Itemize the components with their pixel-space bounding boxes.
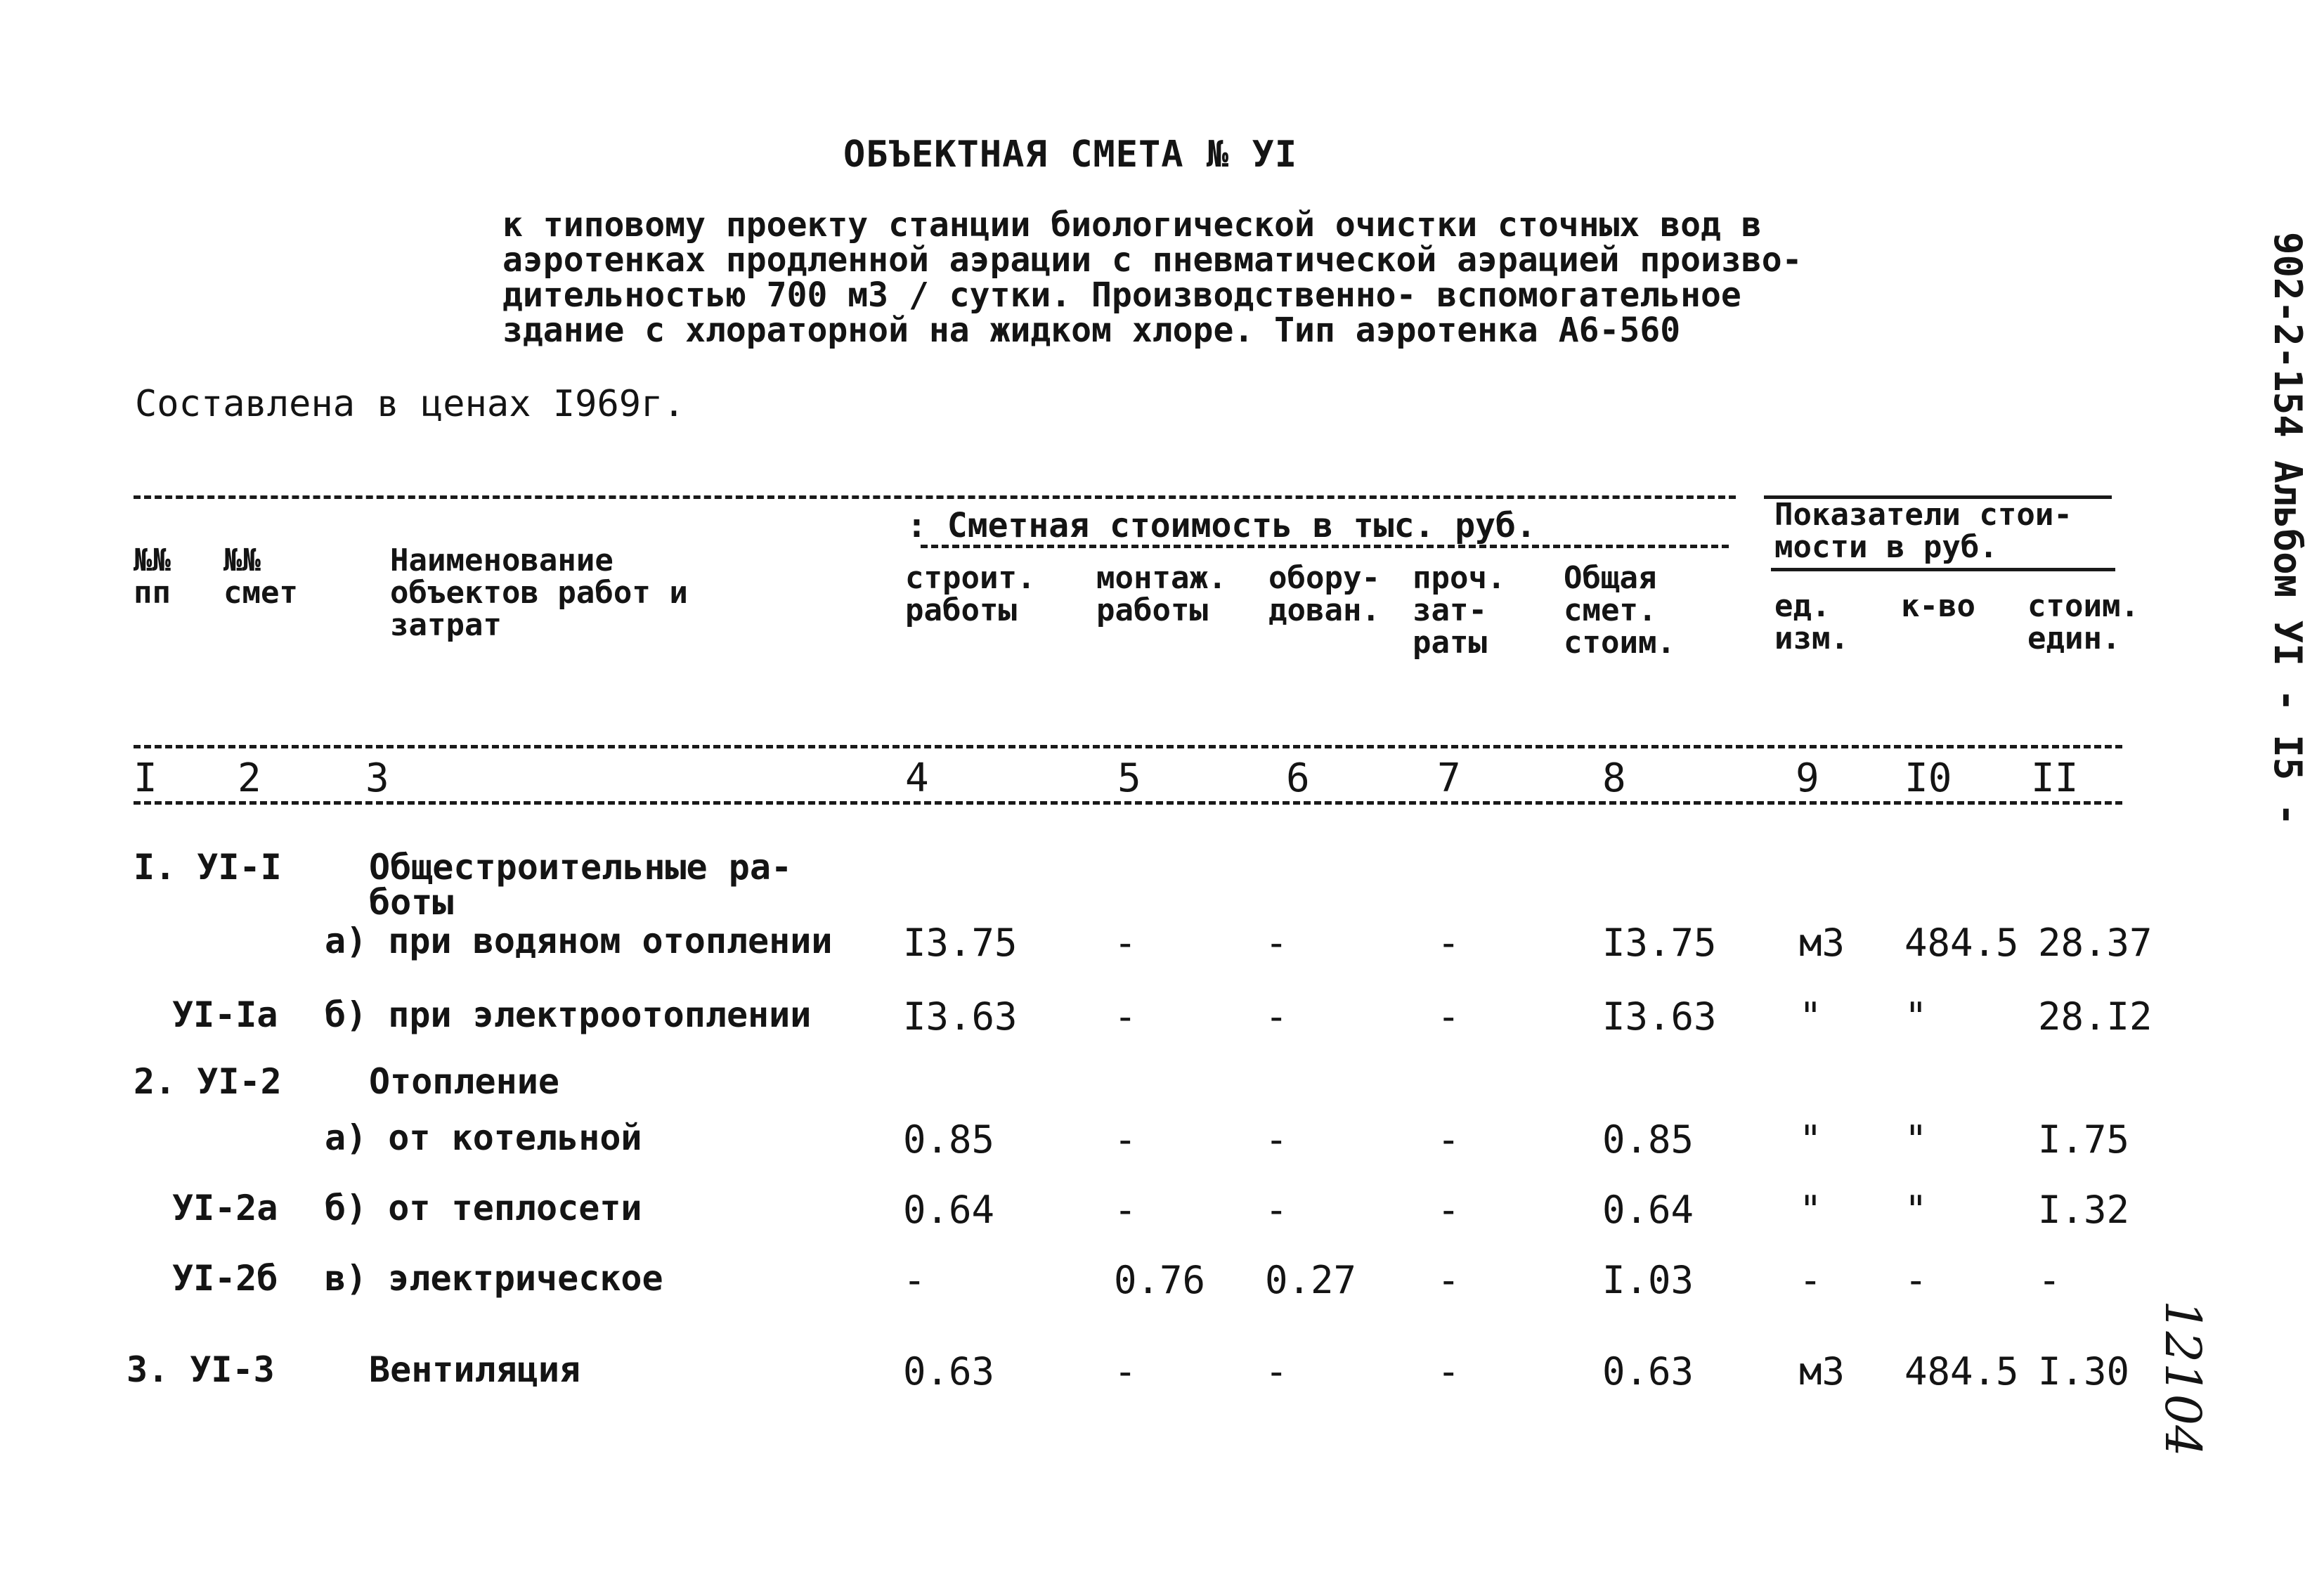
- row-c8: I3.63: [1602, 994, 1717, 1039]
- row-number: 3. УI-3: [126, 1349, 275, 1390]
- row-c6: -: [1265, 1349, 1288, 1394]
- row-c4: -: [903, 1258, 926, 1302]
- header-col5: монтаж. работы: [1096, 560, 1227, 628]
- colnum-11: II: [2031, 755, 2079, 801]
- handwritten-number: 12104: [2154, 1300, 2212, 1457]
- row-c4: I3.75: [903, 921, 1018, 965]
- row-c11: 28.37: [2038, 921, 2153, 965]
- row-c10: ": [1904, 994, 1928, 1039]
- row-c11: I.75: [2038, 1117, 2130, 1162]
- header-bottom-rule: [134, 745, 2122, 748]
- row-c6: 0.27: [1265, 1258, 1357, 1302]
- row-c4: 0.85: [903, 1117, 995, 1162]
- row-number: УI-2б: [172, 1258, 278, 1299]
- row-c8: 0.63: [1602, 1349, 1694, 1394]
- colnum-6: 6: [1286, 755, 1310, 801]
- row-name: б) при электроотоплении: [325, 994, 812, 1035]
- row-c11: 28.I2: [2038, 994, 2153, 1039]
- row-c10: ": [1904, 1188, 1928, 1232]
- row-c9: м3: [1799, 921, 1845, 965]
- colnum-8: 8: [1602, 755, 1626, 801]
- document-subtitle: [502, 207, 1803, 348]
- header-top-rule: [134, 495, 1736, 499]
- colnum-2: 2: [238, 755, 261, 801]
- row-c6: -: [1265, 1117, 1288, 1162]
- row-c10: 484.5: [1904, 1349, 2019, 1394]
- row-number: I. УI-I: [134, 847, 282, 888]
- row-c10: 484.5: [1904, 921, 2019, 965]
- colnum-4: 4: [905, 755, 929, 801]
- row-c4: 0.63: [903, 1349, 995, 1394]
- prices-note: Составлена в ценах I969г.: [135, 383, 685, 425]
- row-c7: -: [1437, 1258, 1460, 1302]
- side-album-label: 902-2-154 Альбом УI - I5 -: [2266, 232, 2310, 826]
- header-col7: проч. зат- раты: [1413, 560, 1506, 661]
- row-c4: I3.63: [903, 994, 1018, 1039]
- cost-group-underline: [921, 545, 1729, 548]
- row-c6: -: [1265, 921, 1288, 965]
- row-c7: -: [1437, 1188, 1460, 1232]
- header-col1: №№ пп: [134, 543, 171, 611]
- colnum-3: 3: [365, 755, 389, 801]
- header-col9: ед. изм.: [1774, 588, 1849, 656]
- row-c8: 0.64: [1602, 1188, 1694, 1232]
- row-name: в) электрическое: [325, 1258, 663, 1299]
- row-c9: ": [1799, 1117, 1822, 1162]
- row-c9: м3: [1799, 1349, 1845, 1394]
- subtitle-line: аэротенках продленной аэрации с пневматической аэрацией произво-: [502, 240, 1803, 280]
- row-c6: -: [1265, 994, 1288, 1039]
- row-name: боты: [369, 882, 454, 923]
- row-name: б) от теплосети: [325, 1188, 642, 1228]
- row-c5: -: [1114, 1117, 1137, 1162]
- header-indicators-group: Показатели стои- мости в руб.: [1774, 497, 2072, 565]
- row-number: 2. УI-2: [134, 1061, 282, 1102]
- row-c6: -: [1265, 1188, 1288, 1232]
- row-name: Общестроительные ра-: [369, 847, 793, 888]
- row-c11: I.30: [2038, 1349, 2130, 1394]
- row-c8: I.03: [1602, 1258, 1694, 1302]
- row-c5: -: [1114, 1349, 1137, 1394]
- colnum-5: 5: [1117, 755, 1141, 801]
- row-c8: I3.75: [1602, 921, 1717, 965]
- subtitle-line: к типовому проекту станции биологической очистки сточных вод в: [502, 205, 1762, 245]
- row-c9: ": [1799, 1188, 1822, 1232]
- header-cost-group: : Сметная стоимость в тыс. руб.: [907, 506, 1536, 545]
- row-name: Вентиляция: [369, 1349, 581, 1390]
- header-col6: обору- дован.: [1268, 560, 1380, 628]
- document-title: ОБЪЕКТНАЯ СМЕТА № УI: [843, 134, 1298, 176]
- row-name: Отопление: [369, 1061, 559, 1102]
- row-number: УI-Iа: [172, 994, 278, 1035]
- row-c5: 0.76: [1114, 1258, 1206, 1302]
- colnum-underline: [134, 801, 2122, 805]
- row-c11: -: [2038, 1258, 2061, 1302]
- colnum-10: I0: [1904, 755, 1952, 801]
- header-col4: строит. работы: [905, 560, 1036, 628]
- row-c5: -: [1114, 994, 1137, 1039]
- row-c10: ": [1904, 1117, 1928, 1162]
- header-col11: стоим. един.: [2027, 588, 2139, 656]
- colnum-7: 7: [1437, 755, 1461, 801]
- row-name: а) при водяном отоплении: [325, 921, 833, 961]
- header-col3: Наименование объектов работ и затрат: [390, 543, 688, 643]
- row-c8: 0.85: [1602, 1117, 1694, 1162]
- colnum-9: 9: [1796, 755, 1819, 801]
- header-col10: к-во: [1901, 588, 1975, 624]
- row-name: а) от котельной: [325, 1117, 642, 1158]
- header-col2: №№ смет: [223, 543, 298, 611]
- header-col8: Общая смет. стоим.: [1564, 560, 1675, 661]
- row-c11: I.32: [2038, 1188, 2130, 1232]
- indicators-underline: [1771, 568, 2115, 571]
- row-c7: -: [1437, 1349, 1460, 1394]
- row-c7: -: [1437, 994, 1460, 1039]
- subtitle-line: здание с хлораторной на жидком хлоре. Тип аэротенка А6-560: [502, 311, 1681, 350]
- row-c7: -: [1437, 921, 1460, 965]
- row-c5: -: [1114, 921, 1137, 965]
- row-c10: -: [1904, 1258, 1928, 1302]
- row-number: УI-2а: [172, 1188, 278, 1228]
- row-c9: ": [1799, 994, 1822, 1039]
- row-c7: -: [1437, 1117, 1460, 1162]
- row-c5: -: [1114, 1188, 1137, 1232]
- row-c4: 0.64: [903, 1188, 995, 1232]
- row-c9: -: [1799, 1258, 1822, 1302]
- colnum-1: I: [134, 755, 157, 801]
- subtitle-line: дительностью 700 м3 / сутки. Производственно- вспомогательное: [502, 275, 1741, 315]
